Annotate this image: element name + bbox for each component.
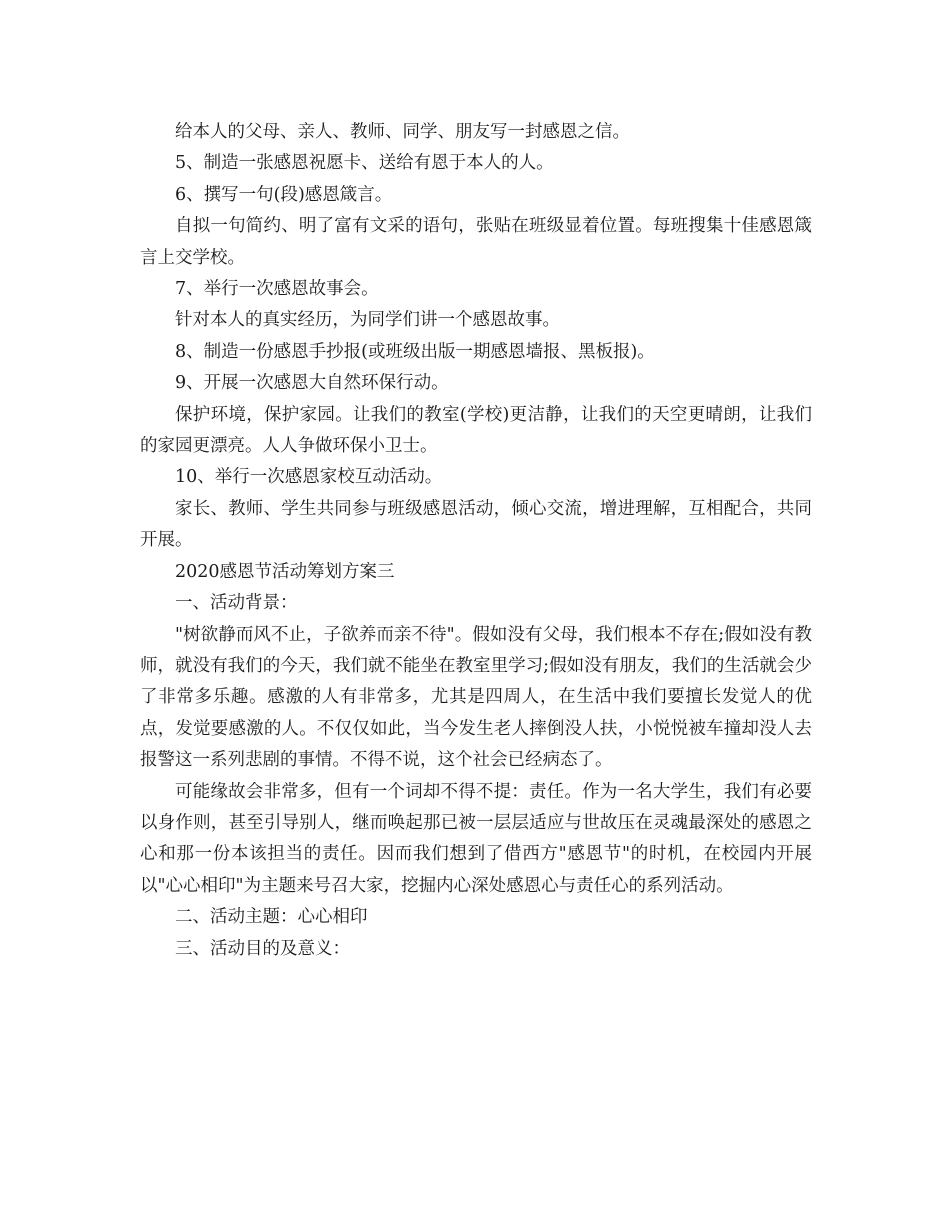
paragraph: "树欲静而风不止，子欲养而亲不待"。假如没有父母，我们根本不存在;假如没有教师，就没有我们的今天，我们就不能坐在教室里学习;假如没有朋友，我们的生活就会少了非常多乐趣。感激的人有非常多，尤其是四周人，在生活中我们要擅长发觉人的优点，发觉要感激的人。不仅仅如此，当今发生老人摔倒没人扶，小悦悦被车撞却没人去报警这一系列悲剧的事情。不得不说，这个社会已经病态了。 bbox=[140, 624, 812, 771]
list-item-9: 9、开展一次感恩大自然环保行动。 bbox=[175, 373, 449, 394]
list-item-8: 8、制造一份感恩手抄报(或班级出版一期感恩墙报、黑板报)。 bbox=[175, 341, 655, 362]
paragraph: 针对本人的真实经历，为同学们讲一个感恩故事。 bbox=[175, 310, 560, 331]
list-item-6: 6、撰写一句(段)感恩箴言。 bbox=[175, 184, 393, 205]
paragraph: 家长、教师、学生共同参与班级感恩活动，倾心交流，增进理解，互相配合，共同开展。 bbox=[140, 498, 812, 551]
paragraph: 给本人的父母、亲人、教师、同学、朋友写一封感恩之信。 bbox=[175, 122, 630, 142]
section-heading-background: 一、活动背景： bbox=[175, 593, 298, 614]
paragraph: 可能缘故会非常多，但有一个词却不得不提：责任。作为一名大学生，我们有必要以身作则，甚至引导别人，继而唤起那已被一层层适应与世故压在灵魂最深处的感恩之心和那一份本该担当的责任。因而我们想到了借西方"感恩节"的时机，在校园内开展以"心心相印"为主题来号召大家，挖掘内心深处感恩心与责任心的系列活动。 bbox=[140, 781, 812, 896]
list-item-5: 5、制造一张感恩祝愿卡、送给有恩于本人的人。 bbox=[175, 153, 554, 174]
section-title: 2020感恩节活动筹划方案三 bbox=[175, 561, 395, 582]
list-item-7: 7、举行一次感恩故事会。 bbox=[175, 279, 379, 300]
paragraph: 自拟一句简约、明了富有文采的语句，张贴在班级显着位置。每班搜集十佳感恩箴言上交学校。 bbox=[140, 216, 812, 268]
section-heading-theme: 二、活动主题：心心相印 bbox=[175, 907, 368, 928]
section-heading-purpose: 三、活动目的及意义： bbox=[175, 938, 350, 959]
document-body bbox=[140, 117, 812, 965]
list-item-10: 10、举行一次感恩家校互动活动。 bbox=[175, 467, 443, 488]
paragraph: 保护环境，保护家园。让我们的教室(学校)更洁静，让我们的天空更晴朗，让我们的家园更漂亮。人人争做环保小卫士。 bbox=[140, 404, 812, 457]
